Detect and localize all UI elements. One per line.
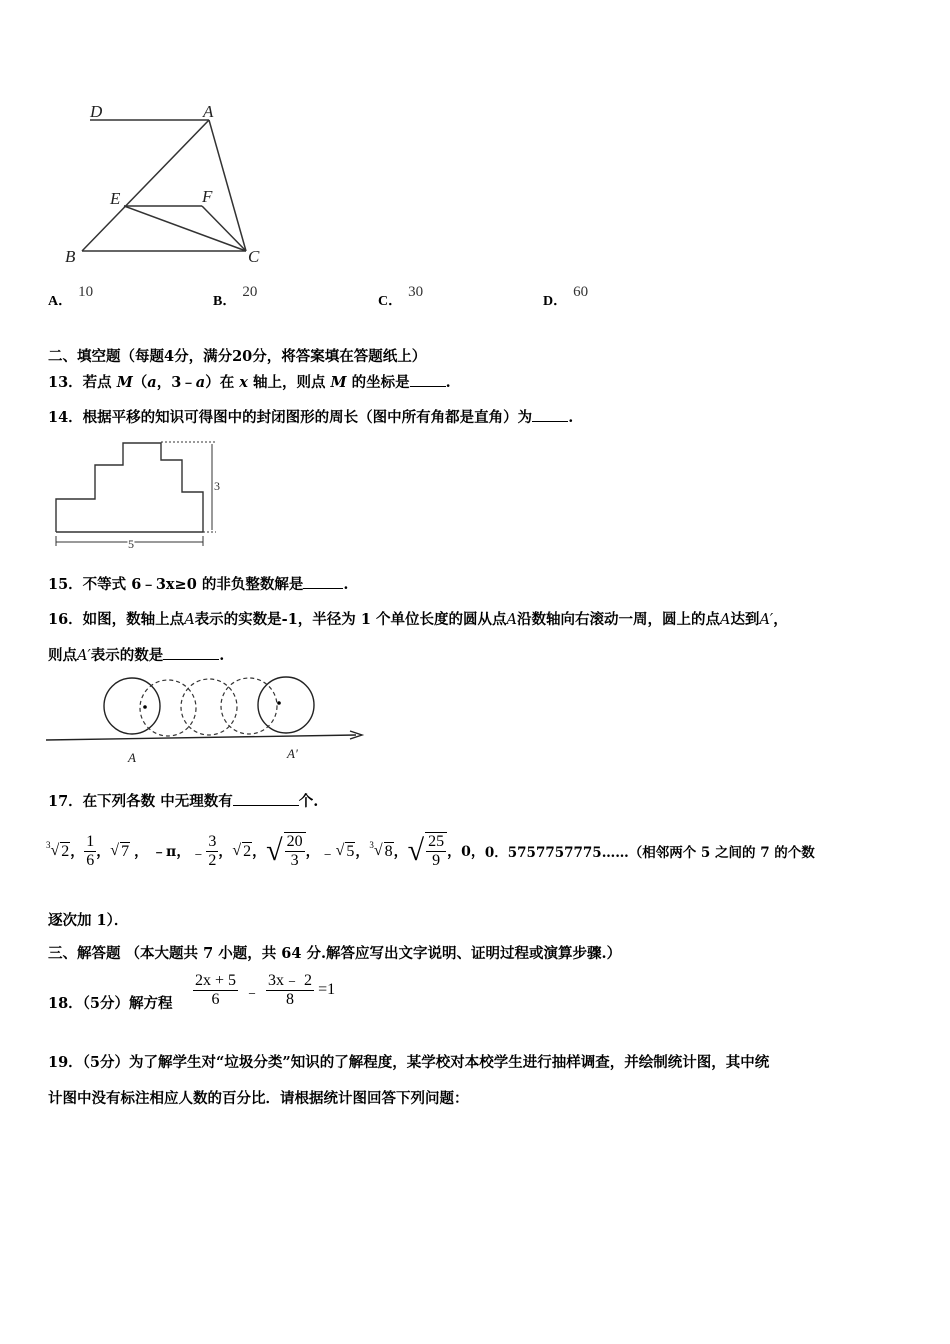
label-D: D (90, 102, 103, 121)
label-C: C (248, 247, 260, 266)
number-list: 3 √ 2 ， $\frac{1}{6}$ ， √ 7 ， ﹣π ， ﹣ $\frac{3}{2}$ ， √ 2 ， √ $\frac{20}{3}$ ， ﹣ √ 5 ， 3 √ 8 ， √ $\frac{25}{9}$ ，0， 0．5757757775……（相邻两个 5 之间的 7 的个数 (46, 832, 815, 869)
staircase-figure (48, 436, 228, 551)
label-F: F (202, 187, 213, 206)
geometry-figure (60, 98, 280, 268)
rolling-circle-figure (44, 672, 369, 768)
answer-blank (233, 804, 299, 806)
question-17-continuation: 逐次加 1）． (48, 912, 129, 929)
equation: $\frac{2x + 5}{6}$ ﹣ $\frac{3x﹣ 2}{8}$ =1 (195, 971, 336, 1008)
answer-blank (532, 420, 568, 422)
question-17: 17．在下列各数 中无理数有 个. (48, 793, 319, 810)
option-b: B．20 (213, 284, 258, 309)
question-16-line2: 则点A′表示的数是 . (48, 647, 225, 664)
answer-blank (163, 658, 219, 660)
question-18: 18．（5分）解方程 (48, 995, 173, 1012)
height-label: 3 (214, 479, 220, 493)
width-label: 5 (128, 537, 134, 551)
option-a: A．10 (48, 284, 94, 309)
question-19-line1: 19．（5分）为了解学生对“垃圾分类”知识的了解程度，某学校对本校学生进行抽样调查，并绘制统计图，其中统 (48, 1054, 770, 1071)
fig-label-A: A (128, 750, 136, 765)
section-3-heading: 三、解答题 （本大题共 7 小题，共 64 分.解答应写出文字说明、证明过程或演算步骤.） (48, 945, 622, 962)
label-A: A (203, 102, 214, 121)
question-16-line1: 16．如图，数轴上点A表示的实数是-1，半径为 1 个单位长度的圆从点A沿数轴向右滚动一周，圆上的点A达到A′， (48, 611, 788, 628)
label-B: B (65, 247, 76, 266)
question-13: 13．若点 M（a，3﹣a）在 x 轴上，则点 M 的坐标是 . (48, 374, 451, 391)
section-2-heading: 二、填空题（每题4分，满分20分，将答案填在答题纸上） (48, 348, 427, 365)
question-19-line2: 计图中没有标注相应人数的百分比．请根据统计图回答下列问题： (48, 1090, 469, 1107)
answer-blank (303, 587, 343, 589)
question-15: 15．不等式 6﹣3x≥0 的非负整数解是 . (48, 576, 349, 593)
answer-blank (410, 385, 446, 387)
fig-label-A-prime: A′ (287, 746, 298, 761)
option-c: C．30 (378, 284, 424, 309)
label-E: E (110, 189, 121, 208)
option-d: D．60 (543, 284, 589, 309)
question-14: 14．根据平移的知识可得图中的封闭图形的周长（图中所有角都是直角）为 . (48, 409, 574, 426)
